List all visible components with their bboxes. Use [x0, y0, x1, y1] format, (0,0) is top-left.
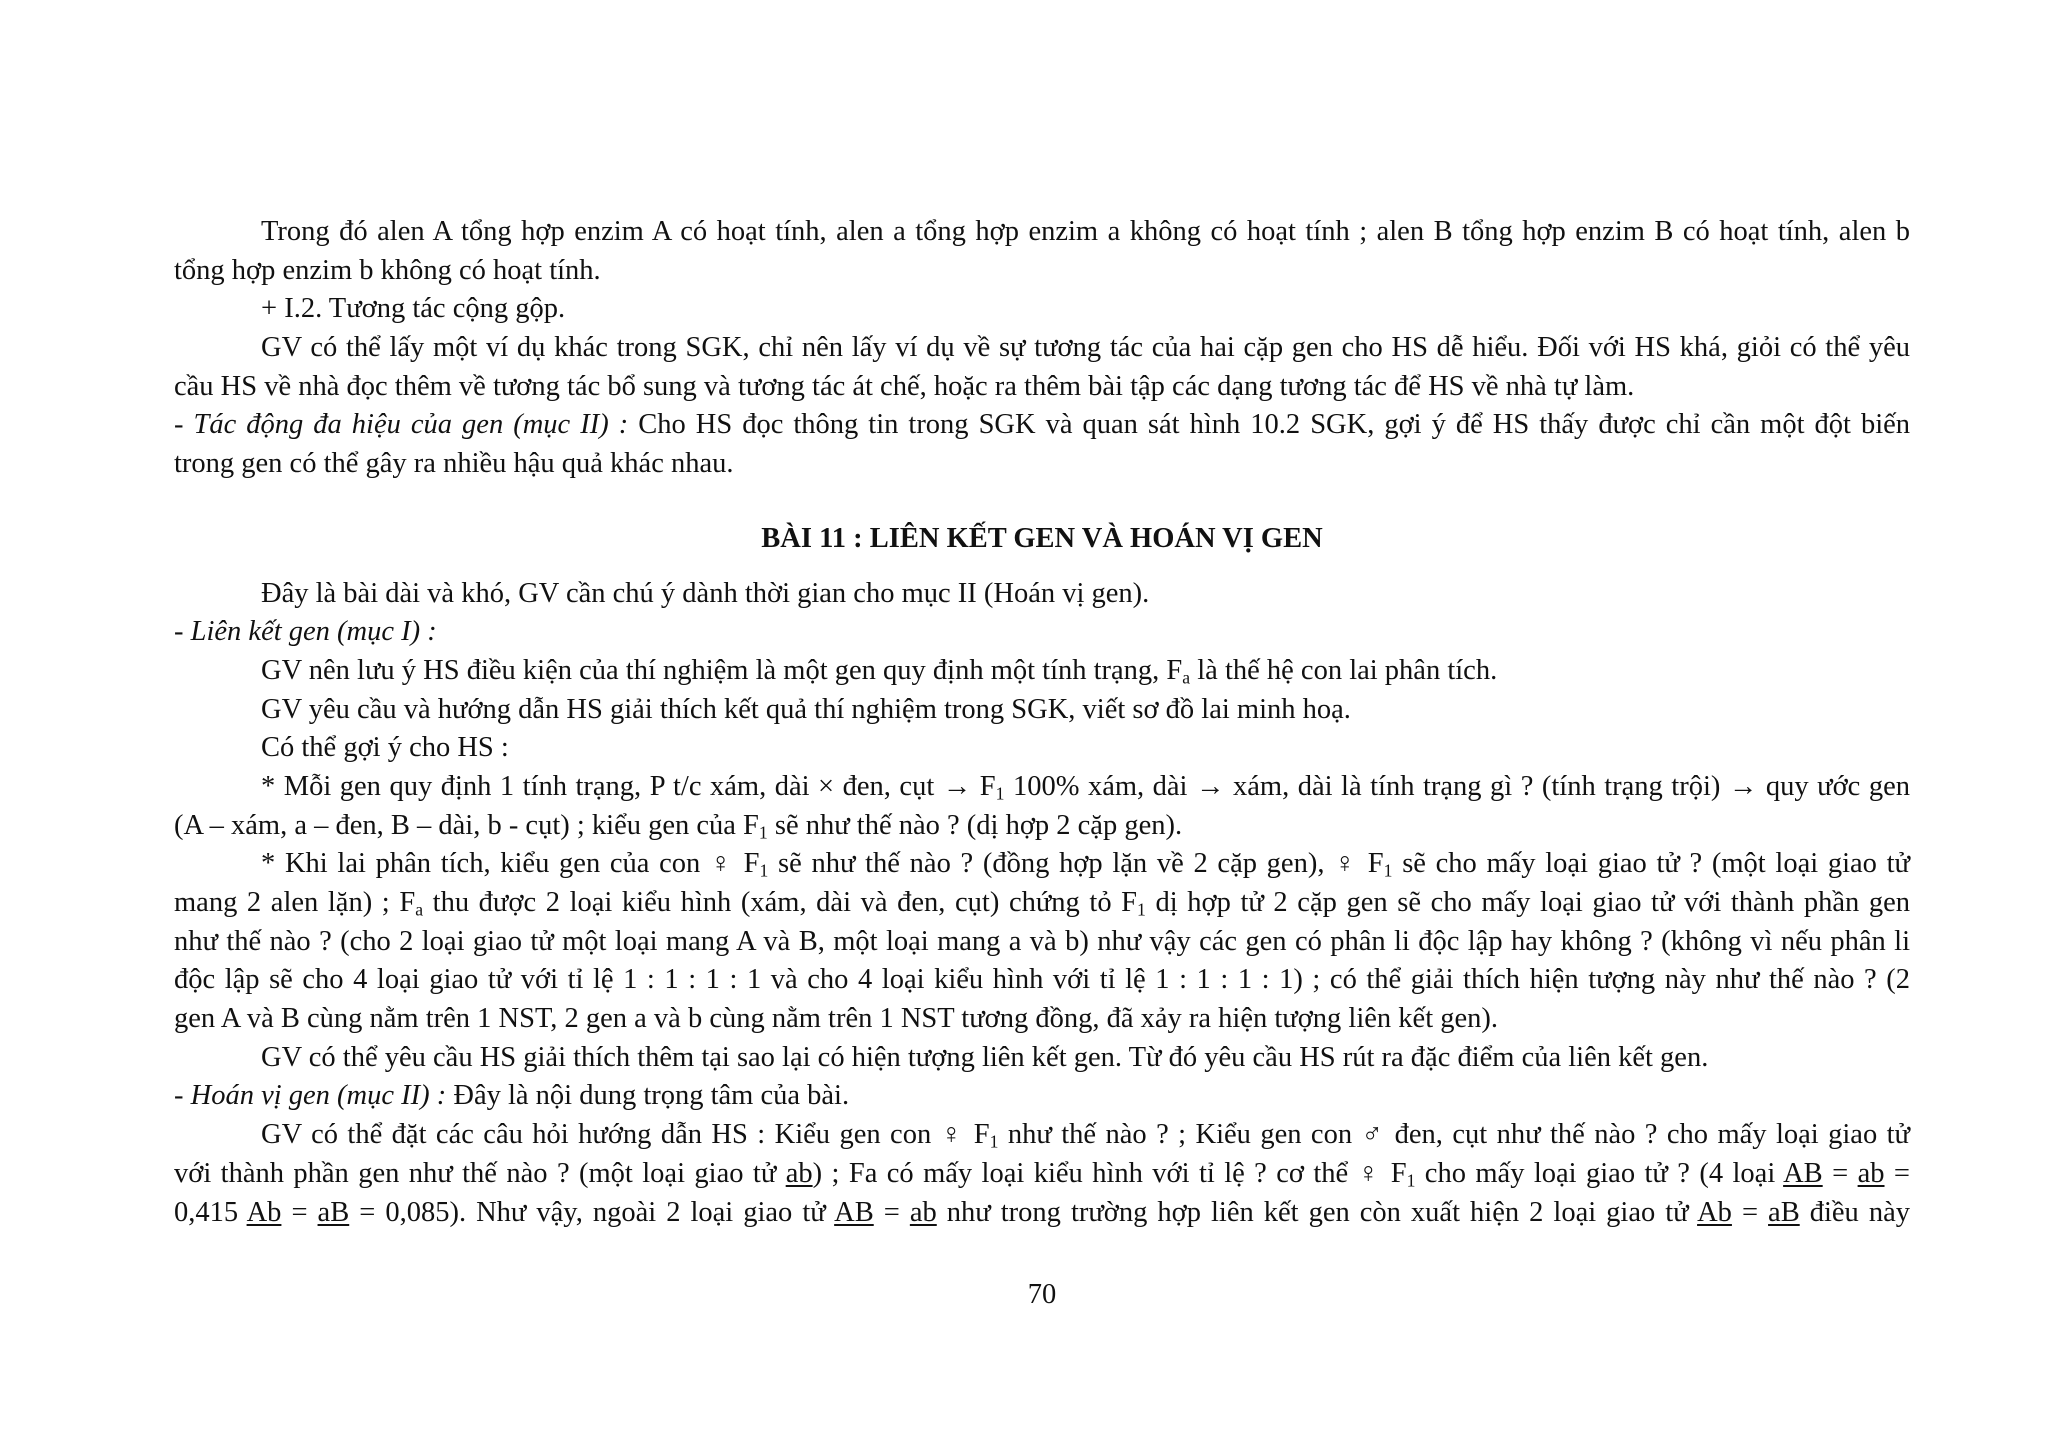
text-run: GV nên lưu ý HS điều kiện của thí nghiệm là một gen quy định một tính trạng, F [261, 654, 1183, 686]
subscript: 1 [759, 860, 769, 881]
page-number: 70 [1027, 1279, 1057, 1310]
text-run: độc lập sẽ cho 4 loại giao tử với tỉ lệ 1 : 1 : 1 : 1 và cho 4 loại kiểu hình với tỉ lệ 1 : 1 : 1 : 1) ; có thể giải thích hiện tượng này như thế nào ? (2 [174, 964, 1910, 996]
text-run: là thế hệ con lai phân tích. [1190, 654, 1498, 686]
text-run: GV có thể đặt các câu hỏi hướng dẫn HS : Kiểu gen con ♀ F [261, 1119, 990, 1151]
text-line [174, 1116, 1910, 1155]
text-run: * Khi lai phân tích, kiểu gen của con ♀ F [261, 848, 760, 880]
text-run: = [281, 1196, 318, 1228]
paragraph [174, 406, 1910, 483]
text-line [174, 729, 1910, 768]
subscript: a [1182, 667, 1191, 688]
text-line [174, 406, 1910, 445]
text-line [174, 575, 1910, 614]
text-run: mang 2 alen lặn) ; F [174, 887, 416, 918]
subscript: 1 [758, 822, 768, 843]
subscript: 1 [1406, 1170, 1416, 1191]
text-line [174, 768, 1910, 807]
text-line [174, 884, 1910, 923]
text-run: dị hợp tử 2 cặp gen sẽ cho mấy loại giao tử với thành phần gen [1145, 887, 1910, 918]
text-run: Có thể gợi ý cho HS : [261, 732, 509, 764]
underlined-text: aB [317, 1196, 350, 1228]
italic-text: Liên kết gen (mục I) : [190, 616, 437, 648]
subscript: 1 [1137, 899, 1146, 920]
text-run: như thế nào ? (cho 2 loại giao tử một loại mang A và B, một loại mang a và b) như vậy các gen có phân li độc lập hay không ? (không vì nếu phân li [174, 925, 1910, 957]
text-run: = [1822, 1157, 1858, 1189]
text-run: Trong đó alen A tổng hợp enzim A có hoạt tính, alen a tổng hợp enzim a không có hoạt tính ; alen B tổng hợp enzim B có hoạt tính, alen b [261, 216, 1910, 247]
underlined-text: Ab [1697, 1196, 1732, 1228]
paragraph [174, 613, 1910, 652]
page-content [174, 213, 1910, 1232]
paragraph [174, 575, 1910, 614]
italic-text: - Tác động đa hiệu của gen (mục II) : [174, 409, 629, 441]
text-line [174, 1039, 1910, 1078]
underlined-text: ab [909, 1196, 937, 1228]
text-run: GV có thể lấy một ví dụ khác trong SGK, chỉ nên lấy ví dụ về sự tương tác của hai cặp gen cho HS dễ hiểu. Đối với HS khá, giỏi có thể yêu [261, 332, 1910, 364]
text-run: GV có thể yêu cầu HS giải thích thêm tại sao lại có hiện tượng liên kết gen. Từ đó yêu cầu HS rút ra đặc điểm của liên kết gen. [261, 1041, 1709, 1073]
text-line [174, 1000, 1910, 1039]
text-line [174, 290, 1910, 329]
section-heading: BÀI 11 : LIÊN KẾT GEN VÀ HOÁN VỊ GEN [761, 522, 1323, 554]
text-line [174, 691, 1910, 730]
paragraph [174, 1116, 1910, 1232]
text-run: * Mỗi gen quy định 1 tính trạng, P t/c xám, dài × đen, cụt → F [261, 770, 996, 802]
paragraph [174, 1039, 1910, 1078]
underlined-text: aB [1768, 1196, 1800, 1228]
text-run: (A – xám, a – đen, B – dài, b - cụt) ; kiểu gen của F [174, 809, 759, 841]
text-run: = [1884, 1157, 1911, 1189]
text-run: như thế nào ? ; Kiểu gen con ♂ đen, cụt như thế nào ? cho mấy loại giao tử [998, 1119, 1910, 1151]
paragraph [174, 845, 1910, 1038]
text-run: cầu HS về nhà đọc thêm về tương tác bổ sung và tương tác át chế, hoặc ra thêm bài tập các dạng tương tác để HS về nhà tự làm. [174, 370, 1635, 402]
text-run: tổng hợp enzim b không có hoạt tính. [174, 254, 601, 286]
text-run: = 0,085). Như vậy, ngoài 2 loại giao tử [349, 1196, 835, 1228]
text-line [174, 213, 1910, 252]
text-line [174, 845, 1910, 884]
text-run: cho mấy loại giao tử ? (4 loại [1415, 1157, 1784, 1189]
paragraph [174, 652, 1910, 691]
underlined-text: ab [785, 1157, 813, 1189]
text-line [174, 252, 1910, 291]
text-line [174, 329, 1910, 368]
text-run: với thành phần gen như thế nào ? (một loại giao tử [174, 1157, 786, 1189]
subscript: 1 [989, 1131, 999, 1152]
subscript: 1 [1383, 860, 1393, 881]
underlined-text: ab [1857, 1157, 1885, 1189]
text-run: như trong trường hợp liên kết gen còn xuất hiện 2 loại giao tử [936, 1196, 1698, 1228]
underlined-text: Ab [246, 1196, 282, 1228]
text-run: gen A và B cùng nằm trên 1 NST, 2 gen a và b cùng nằm trên 1 NST tương đồng, đã xảy ra hiện tượng liên kết gen). [174, 1003, 1498, 1035]
text-line [174, 1155, 1910, 1194]
subscript: a [415, 899, 424, 920]
text-run: sẽ như thế nào ? (dị hợp 2 cặp gen). [767, 809, 1183, 841]
text-run: 0,415 [174, 1196, 247, 1228]
text-run: Cho HS đọc thông tin trong SGK và quan sát hình 10.2 SGK, gợi ý để HS thấy được chỉ cần một đột biến [628, 409, 1911, 441]
text-line [174, 613, 1910, 652]
text-line [174, 923, 1910, 962]
text-run: = [873, 1196, 910, 1228]
text-run: sẽ như thế nào ? (đồng hợp lặn về 2 cặp gen), ♀ F [768, 848, 1384, 880]
text-line [174, 445, 1910, 484]
paragraph [174, 329, 1910, 406]
text-line [174, 1077, 1910, 1116]
paragraph [174, 691, 1910, 730]
text-run: thu được 2 loại kiểu hình (xám, dài và đen, cụt) chứng tỏ F [423, 887, 1138, 918]
text-run: sẽ cho mấy loại giao tử ? (một loại giao tử [1392, 848, 1911, 880]
paragraph [174, 290, 1910, 329]
text-line [174, 652, 1910, 691]
subscript: 1 [995, 783, 1005, 804]
text-run: Đây là nội dung trọng tâm của bài. [446, 1080, 850, 1112]
paragraph [174, 768, 1910, 845]
text-run: ) ; Fa có mấy loại kiểu hình với tỉ lệ ? cơ thể ♀ F [812, 1157, 1407, 1189]
text-run: điều này [1799, 1196, 1910, 1228]
paragraph [174, 729, 1910, 768]
text-run: trong gen có thể gây ra nhiều hậu quả khác nhau. [174, 448, 734, 480]
text-line [174, 368, 1910, 407]
text-line [174, 807, 1910, 846]
underlined-text: AB [1783, 1157, 1823, 1189]
text-line [174, 1194, 1910, 1233]
italic-text: - Hoán vị gen (mục II) : [174, 1080, 447, 1112]
text-line [174, 961, 1910, 1000]
text-run: + I.2. Tương tác cộng gộp. [261, 293, 566, 325]
text-run: = [1731, 1196, 1769, 1228]
underlined-text: AB [834, 1196, 874, 1228]
paragraph [174, 213, 1910, 290]
text-run: 100% xám, dài → xám, dài là tính trạng gì ? (tính trạng trội) → quy ước gen [1004, 770, 1910, 802]
text-run: - [174, 616, 191, 648]
paragraph [174, 1077, 1910, 1116]
text-run: GV yêu cầu và hướng dẫn HS giải thích kết quả thí nghiệm trong SGK, viết sơ đồ lai minh hoạ. [261, 693, 1351, 725]
text-run: Đây là bài dài và khó, GV cần chú ý dành thời gian cho mục II (Hoán vị gen). [261, 577, 1150, 609]
